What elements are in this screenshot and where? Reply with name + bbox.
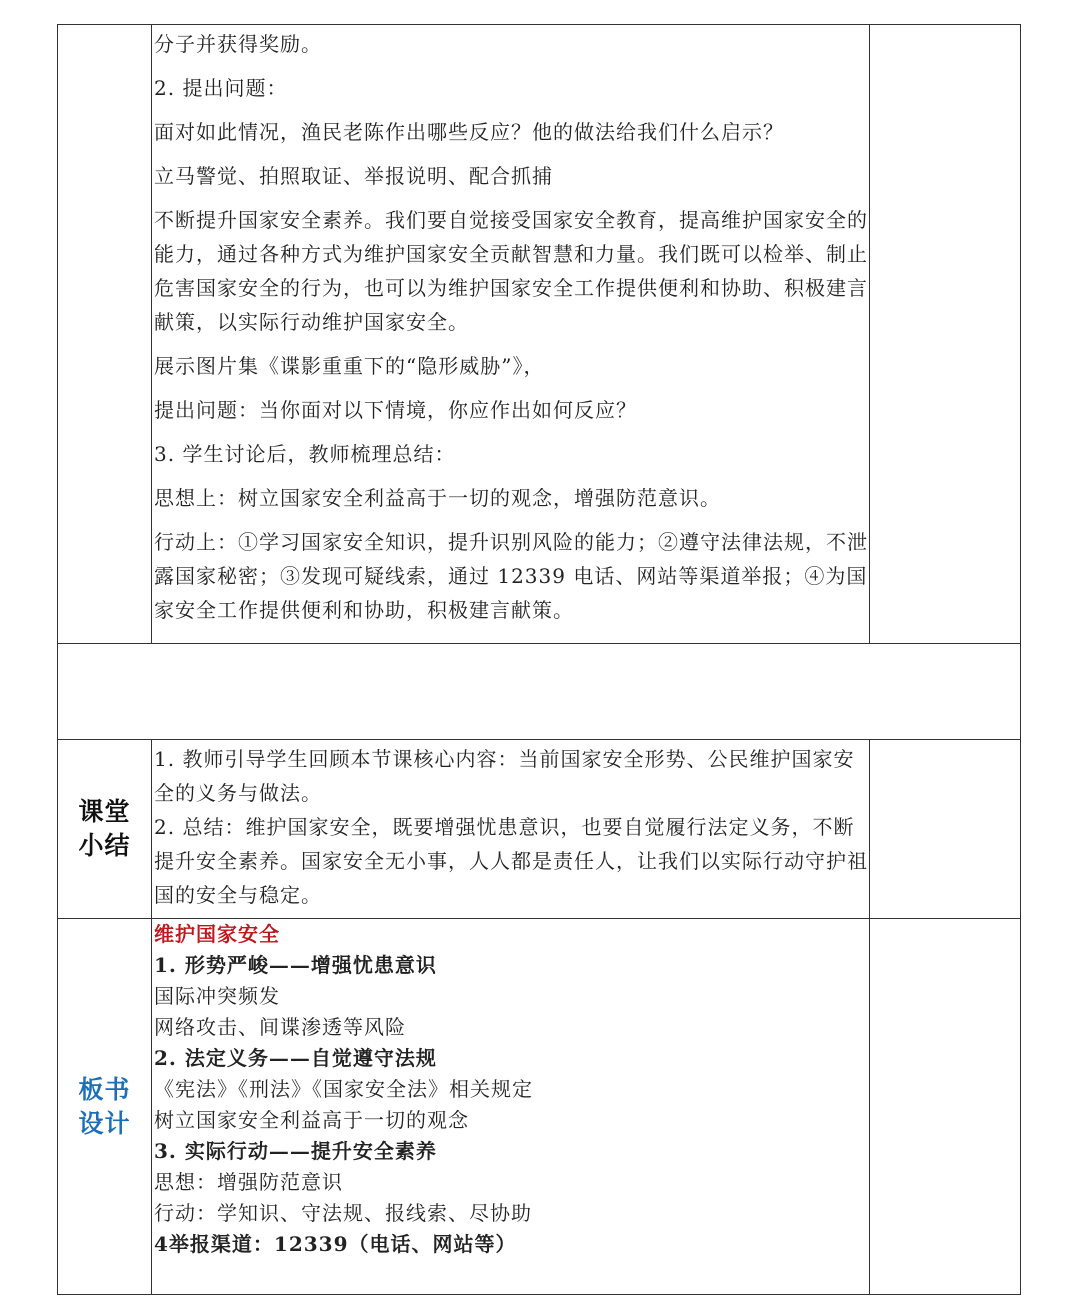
board-text-line: 《宪法》《刑法》《国家安全法》相关规定 bbox=[154, 1077, 533, 1101]
board-text-line: 国际冲突频发 bbox=[154, 984, 280, 1008]
board-note-cell bbox=[870, 919, 1021, 1295]
activity-text-line: 面对如此情况，渔民老陈作出哪些反应？他的做法给我们什么启示？ bbox=[154, 120, 784, 144]
board-label-line2: 设计 bbox=[78, 1108, 131, 1138]
summary-text-line: 2. 总结：维护国家安全，既要增强忧患意识，也要自觉履行法定义务，不断提升安全素养。国家安全无小事，人人都是责任人，让我们以实际行动守护祖国的安全与稳定。 bbox=[154, 815, 868, 907]
board-heading: 3. 实际行动——提升安全素养 bbox=[154, 1139, 437, 1163]
summary-label-cell bbox=[58, 740, 152, 919]
board-heading: 2. 法定义务——自觉遵守法规 bbox=[154, 1046, 437, 1070]
activity-label-cell bbox=[58, 25, 152, 644]
activity-content-cell bbox=[152, 25, 870, 644]
activity-row bbox=[58, 25, 1021, 644]
board-label-cell bbox=[58, 919, 152, 1295]
activity-text-line: 提出问题：当你面对以下情境，你应作出如何反应？ bbox=[154, 398, 637, 422]
board-text-line: 树立国家安全利益高于一切的观念 bbox=[154, 1108, 469, 1132]
summary-text-line: 1. 教师引导学生回顾本节课核心内容：当前国家安全形势、公民维护国家安全的义务与做法。 bbox=[154, 747, 855, 805]
summary-content-cell bbox=[152, 740, 870, 919]
board-label-line1: 板书 bbox=[78, 1074, 131, 1104]
board-text-line: 行动：学知识、守法规、报线索、尽协助 bbox=[154, 1201, 532, 1225]
activity-note-cell bbox=[870, 25, 1021, 644]
summary-label-line2: 小结 bbox=[78, 831, 131, 860]
board-heading: 4举报渠道：12339（电话、网站等） bbox=[154, 1232, 517, 1256]
board-content-cell bbox=[152, 919, 870, 1295]
board-text-line: 网络攻击、间谍渗透等风险 bbox=[154, 1015, 406, 1039]
activity-text-line: 不断提升国家安全素养。我们要自觉接受国家安全教育，提高维护国家安全的能力，通过各种方式为维护国家安全贡献智慧和力量。我们既可以检举、制止危害国家安全的行为，也可以为维护国家安全工作提供便利和协助、积极建言献策，以实际行动维护国家安全。 bbox=[154, 208, 868, 334]
board-title: 维护国家安全 bbox=[154, 922, 280, 946]
board-row bbox=[58, 919, 1021, 1295]
board-text-line: 思想：增强防范意识 bbox=[154, 1170, 343, 1194]
activity-text-line: 思想上：树立国家安全利益高于一切的观念，增强防范意识。 bbox=[154, 486, 721, 510]
activity-text-line: 展示图片集《谍影重重下的“隐形威胁”》， bbox=[154, 354, 545, 378]
summary-label-line1: 课堂 bbox=[78, 797, 131, 826]
activity-text-line: 2. 提出问题： bbox=[154, 76, 288, 100]
empty-row bbox=[58, 644, 1021, 740]
board-heading: 1. 形势严峻——增强忧患意识 bbox=[154, 953, 437, 977]
summary-row bbox=[58, 740, 1021, 919]
empty-cell bbox=[58, 644, 1021, 740]
lesson-plan-table bbox=[57, 24, 1021, 1295]
activity-text-line: 分子并获得奖励。 bbox=[154, 32, 322, 56]
activity-text-line: 行动上：①学习国家安全知识，提升识别风险的能力；②遵守法律法规，不泄露国家秘密；③发现可疑线索，通过 12339 电话、网站等渠道举报；④为国家安全工作提供便利和协助，积极建言献策。 bbox=[154, 530, 868, 622]
activity-text-line: 立马警觉、拍照取证、举报说明、配合抓捕 bbox=[154, 164, 553, 188]
summary-note-cell bbox=[870, 740, 1021, 919]
activity-text-line: 3. 学生讨论后，教师梳理总结： bbox=[154, 442, 456, 466]
